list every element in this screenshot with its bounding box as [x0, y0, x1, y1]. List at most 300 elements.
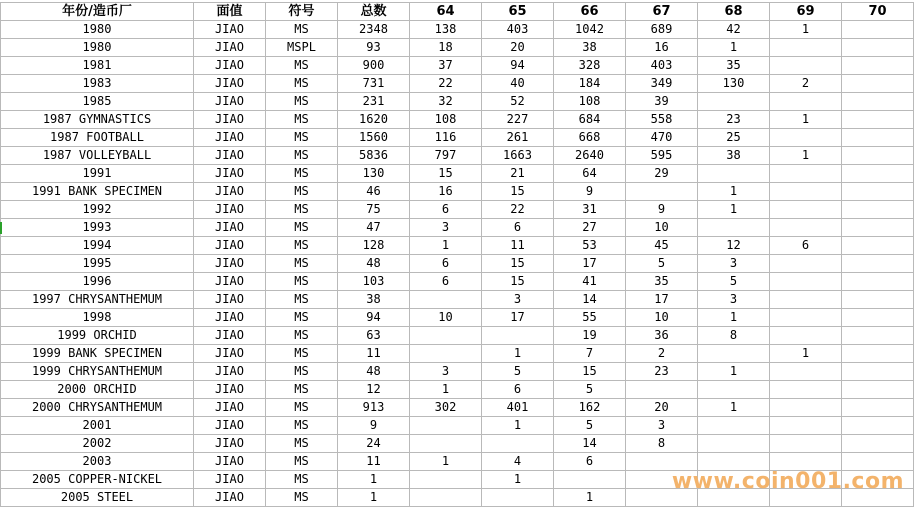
grade-count-cell [410, 291, 482, 309]
grade-count-cell: 797 [410, 147, 482, 165]
grade-count-cell [770, 39, 842, 57]
grade-count-cell: 1 [482, 471, 554, 489]
table-row [1, 327, 914, 345]
column-header: 符号 [266, 3, 338, 21]
grade-count-cell: 9 [626, 201, 698, 219]
grade-count-cell: 35 [626, 273, 698, 291]
column-header: 66 [554, 3, 626, 21]
grade-count-cell: 7 [554, 345, 626, 363]
grade-count-cell [842, 201, 914, 219]
year-mint-cell: 1980 [1, 21, 194, 39]
grade-count-cell [770, 219, 842, 237]
table-row [1, 363, 914, 381]
grade-count-cell: 64 [554, 165, 626, 183]
grade-count-cell: 5 [554, 417, 626, 435]
denomination-cell: JIAO [194, 255, 266, 273]
total-cell: 24 [338, 435, 410, 453]
grade-count-cell: 35 [698, 57, 770, 75]
grade-count-cell: 12 [698, 237, 770, 255]
grade-count-cell: 4 [482, 453, 554, 471]
grade-count-cell [770, 93, 842, 111]
grade-count-cell [770, 291, 842, 309]
denomination-cell: JIAO [194, 147, 266, 165]
grade-count-cell [770, 201, 842, 219]
grade-count-cell [842, 309, 914, 327]
designation-cell: MS [266, 219, 338, 237]
grade-count-cell: 1 [770, 147, 842, 165]
denomination-cell: JIAO [194, 363, 266, 381]
grade-count-cell: 1 [554, 489, 626, 507]
total-cell: 47 [338, 219, 410, 237]
denomination-cell: JIAO [194, 291, 266, 309]
grade-count-cell: 32 [410, 93, 482, 111]
grade-count-cell: 1 [698, 309, 770, 327]
grade-count-cell: 130 [698, 75, 770, 93]
grade-count-cell: 21 [482, 165, 554, 183]
grade-count-cell: 5 [698, 273, 770, 291]
denomination-cell: JIAO [194, 273, 266, 291]
grade-count-cell: 116 [410, 129, 482, 147]
designation-cell: MS [266, 345, 338, 363]
grade-count-cell [410, 489, 482, 507]
grade-count-cell: 17 [482, 309, 554, 327]
grade-count-cell [842, 345, 914, 363]
grade-count-cell: 2640 [554, 147, 626, 165]
grade-count-cell: 108 [410, 111, 482, 129]
grade-count-cell [842, 273, 914, 291]
total-cell: 5836 [338, 147, 410, 165]
grade-count-cell: 401 [482, 399, 554, 417]
column-header: 总数 [338, 3, 410, 21]
total-cell: 900 [338, 57, 410, 75]
grade-count-cell [842, 435, 914, 453]
table-row [1, 75, 914, 93]
grade-count-cell: 19 [554, 327, 626, 345]
denomination-cell: JIAO [194, 345, 266, 363]
year-mint-cell: 2000 ORCHID [1, 381, 194, 399]
grade-count-cell [410, 435, 482, 453]
total-cell: 1 [338, 471, 410, 489]
grade-count-cell: 27 [554, 219, 626, 237]
grade-count-cell: 5 [554, 381, 626, 399]
designation-cell: MSPL [266, 39, 338, 57]
grade-count-cell: 11 [482, 237, 554, 255]
grade-count-cell: 6 [482, 381, 554, 399]
grade-count-cell [770, 165, 842, 183]
denomination-cell: JIAO [194, 129, 266, 147]
designation-cell: MS [266, 21, 338, 39]
row-selection-marker [0, 222, 2, 234]
year-mint-cell: 1987 GYMNASTICS [1, 111, 194, 129]
grade-count-cell: 53 [554, 237, 626, 255]
year-mint-cell: 1985 [1, 93, 194, 111]
grade-count-cell [842, 93, 914, 111]
grade-count-cell: 684 [554, 111, 626, 129]
grade-count-cell: 6 [410, 273, 482, 291]
grade-count-cell [842, 381, 914, 399]
column-header: 69 [770, 3, 842, 21]
grade-count-cell [842, 183, 914, 201]
total-cell: 75 [338, 201, 410, 219]
table-row [1, 93, 914, 111]
grade-count-cell [842, 363, 914, 381]
grade-count-cell [842, 219, 914, 237]
grade-count-cell [770, 129, 842, 147]
year-mint-cell: 2003 [1, 453, 194, 471]
grade-count-cell [770, 363, 842, 381]
grade-count-cell: 1042 [554, 21, 626, 39]
grade-count-cell: 37 [410, 57, 482, 75]
table-row [1, 147, 914, 165]
denomination-cell: JIAO [194, 327, 266, 345]
grade-count-cell [410, 417, 482, 435]
designation-cell: MS [266, 75, 338, 93]
grade-count-cell: 558 [626, 111, 698, 129]
header-row [1, 3, 914, 21]
grade-count-cell [698, 219, 770, 237]
designation-cell: MS [266, 309, 338, 327]
denomination-cell: JIAO [194, 39, 266, 57]
grade-count-cell: 40 [482, 75, 554, 93]
grade-count-cell: 8 [698, 327, 770, 345]
table-row [1, 111, 914, 129]
designation-cell: MS [266, 111, 338, 129]
grade-count-cell: 25 [698, 129, 770, 147]
denomination-cell: JIAO [194, 453, 266, 471]
designation-cell: MS [266, 381, 338, 399]
grade-count-cell [842, 57, 914, 75]
grade-count-cell [770, 399, 842, 417]
grade-count-cell [482, 489, 554, 507]
grade-count-cell [842, 453, 914, 471]
grade-count-cell: 1663 [482, 147, 554, 165]
grade-count-cell: 3 [698, 291, 770, 309]
denomination-cell: JIAO [194, 489, 266, 507]
table-row [1, 129, 914, 147]
total-cell: 46 [338, 183, 410, 201]
denomination-cell: JIAO [194, 75, 266, 93]
year-mint-cell: 1999 ORCHID [1, 327, 194, 345]
designation-cell: MS [266, 435, 338, 453]
table-row [1, 183, 914, 201]
grade-count-cell [770, 273, 842, 291]
grade-count-cell: 17 [626, 291, 698, 309]
grade-count-cell [626, 381, 698, 399]
table-row [1, 435, 914, 453]
grade-count-cell: 18 [410, 39, 482, 57]
year-mint-cell: 2001 [1, 417, 194, 435]
total-cell: 12 [338, 381, 410, 399]
grade-count-cell [842, 129, 914, 147]
grade-count-cell: 94 [482, 57, 554, 75]
denomination-cell: JIAO [194, 237, 266, 255]
grade-count-cell: 1 [698, 399, 770, 417]
year-mint-cell: 1997 CHRYSANTHEMUM [1, 291, 194, 309]
grade-count-cell [842, 327, 914, 345]
year-mint-cell: 1980 [1, 39, 194, 57]
total-cell: 103 [338, 273, 410, 291]
column-header: 64 [410, 3, 482, 21]
grade-count-cell [842, 255, 914, 273]
grade-count-cell [698, 381, 770, 399]
grade-count-cell: 22 [482, 201, 554, 219]
grade-count-cell [842, 399, 914, 417]
grade-count-cell: 1 [410, 381, 482, 399]
table-row [1, 21, 914, 39]
table-body [1, 21, 914, 507]
table-row [1, 57, 914, 75]
grade-count-cell: 5 [626, 255, 698, 273]
grade-count-cell: 3 [482, 291, 554, 309]
grade-count-cell: 595 [626, 147, 698, 165]
grade-count-cell: 16 [410, 183, 482, 201]
table-row [1, 39, 914, 57]
column-header: 70 [842, 3, 914, 21]
grade-count-cell [842, 21, 914, 39]
total-cell: 11 [338, 345, 410, 363]
table-row [1, 309, 914, 327]
grade-count-cell: 668 [554, 129, 626, 147]
total-cell: 48 [338, 255, 410, 273]
year-mint-cell: 1981 [1, 57, 194, 75]
grade-count-cell: 6 [410, 201, 482, 219]
grade-count-cell: 2 [770, 75, 842, 93]
grade-count-cell: 55 [554, 309, 626, 327]
grade-count-cell: 22 [410, 75, 482, 93]
designation-cell: MS [266, 363, 338, 381]
grade-count-cell: 14 [554, 435, 626, 453]
year-mint-cell: 1995 [1, 255, 194, 273]
designation-cell: MS [266, 183, 338, 201]
year-mint-cell: 2005 COPPER-NICKEL [1, 471, 194, 489]
grade-count-cell: 10 [626, 219, 698, 237]
designation-cell: MS [266, 453, 338, 471]
grade-count-cell: 162 [554, 399, 626, 417]
denomination-cell: JIAO [194, 111, 266, 129]
table-row [1, 165, 914, 183]
grade-count-cell: 15 [482, 183, 554, 201]
column-header: 年份/造币厂 [1, 3, 194, 21]
grade-count-cell: 9 [554, 183, 626, 201]
grade-count-cell: 1 [770, 345, 842, 363]
grade-count-cell: 45 [626, 237, 698, 255]
grade-count-cell: 1 [770, 111, 842, 129]
designation-cell: MS [266, 291, 338, 309]
denomination-cell: JIAO [194, 165, 266, 183]
grade-count-cell: 6 [770, 237, 842, 255]
grade-count-cell: 3 [626, 417, 698, 435]
year-mint-cell: 1993 [1, 219, 194, 237]
grade-count-cell [770, 327, 842, 345]
grade-count-cell [410, 345, 482, 363]
grade-count-cell: 3 [410, 363, 482, 381]
grade-count-cell [698, 435, 770, 453]
denomination-cell: JIAO [194, 183, 266, 201]
total-cell: 93 [338, 39, 410, 57]
table-row [1, 219, 914, 237]
total-cell: 731 [338, 75, 410, 93]
column-header: 68 [698, 3, 770, 21]
denomination-cell: JIAO [194, 309, 266, 327]
grade-count-cell [482, 435, 554, 453]
column-header: 面值 [194, 3, 266, 21]
year-mint-cell: 1991 [1, 165, 194, 183]
table-row [1, 237, 914, 255]
grade-count-cell: 10 [626, 309, 698, 327]
grade-count-cell [554, 471, 626, 489]
grade-count-cell: 6 [410, 255, 482, 273]
year-mint-cell: 1992 [1, 201, 194, 219]
grade-count-cell: 14 [554, 291, 626, 309]
grade-count-cell [842, 39, 914, 57]
designation-cell: MS [266, 165, 338, 183]
grade-count-cell [842, 237, 914, 255]
year-mint-cell: 1994 [1, 237, 194, 255]
designation-cell: MS [266, 255, 338, 273]
grade-count-cell: 23 [626, 363, 698, 381]
grade-count-cell [770, 453, 842, 471]
designation-cell: MS [266, 129, 338, 147]
table-row [1, 399, 914, 417]
year-mint-cell: 1983 [1, 75, 194, 93]
table-row [1, 453, 914, 471]
grade-count-cell: 261 [482, 129, 554, 147]
total-cell: 94 [338, 309, 410, 327]
watermark: www.coin001.com [671, 469, 904, 494]
grade-count-cell: 52 [482, 93, 554, 111]
grade-count-cell: 1 [698, 363, 770, 381]
grade-count-cell: 1 [698, 183, 770, 201]
grade-count-cell [842, 111, 914, 129]
denomination-cell: JIAO [194, 381, 266, 399]
grade-count-cell [842, 147, 914, 165]
table-row [1, 273, 914, 291]
designation-cell: MS [266, 417, 338, 435]
total-cell: 48 [338, 363, 410, 381]
grade-count-cell [626, 453, 698, 471]
designation-cell: MS [266, 93, 338, 111]
grade-count-cell: 2 [626, 345, 698, 363]
grade-count-cell: 20 [482, 39, 554, 57]
grade-count-cell [698, 453, 770, 471]
denomination-cell: JIAO [194, 471, 266, 489]
grading-table [0, 2, 914, 507]
year-mint-cell: 1987 FOOTBALL [1, 129, 194, 147]
grade-count-cell: 16 [626, 39, 698, 57]
grade-count-cell [770, 381, 842, 399]
grade-count-cell [698, 417, 770, 435]
grade-count-cell [770, 309, 842, 327]
designation-cell: MS [266, 327, 338, 345]
grade-count-cell [482, 327, 554, 345]
designation-cell: MS [266, 201, 338, 219]
grade-count-cell: 42 [698, 21, 770, 39]
grade-count-cell: 38 [698, 147, 770, 165]
grade-count-cell: 3 [698, 255, 770, 273]
designation-cell: MS [266, 147, 338, 165]
grade-count-cell: 15 [482, 255, 554, 273]
grade-count-cell: 15 [482, 273, 554, 291]
grade-count-cell: 1 [410, 237, 482, 255]
grade-count-cell [770, 255, 842, 273]
total-cell: 1620 [338, 111, 410, 129]
total-cell: 1 [338, 489, 410, 507]
grade-count-cell [626, 183, 698, 201]
total-cell: 2348 [338, 21, 410, 39]
grade-count-cell: 470 [626, 129, 698, 147]
total-cell: 231 [338, 93, 410, 111]
grade-count-cell: 10 [410, 309, 482, 327]
grade-count-cell: 302 [410, 399, 482, 417]
grade-count-cell [842, 75, 914, 93]
grade-count-cell: 138 [410, 21, 482, 39]
total-cell: 38 [338, 291, 410, 309]
year-mint-cell: 1991 BANK SPECIMEN [1, 183, 194, 201]
grade-count-cell [410, 327, 482, 345]
grade-count-cell: 1 [698, 201, 770, 219]
grade-count-cell [770, 57, 842, 75]
designation-cell: MS [266, 57, 338, 75]
grade-count-cell [410, 471, 482, 489]
denomination-cell: JIAO [194, 201, 266, 219]
denomination-cell: JIAO [194, 57, 266, 75]
total-cell: 11 [338, 453, 410, 471]
grade-count-cell: 403 [626, 57, 698, 75]
grade-count-cell: 17 [554, 255, 626, 273]
year-mint-cell: 1987 VOLLEYBALL [1, 147, 194, 165]
designation-cell: MS [266, 471, 338, 489]
grade-count-cell: 15 [554, 363, 626, 381]
grade-count-cell [842, 291, 914, 309]
grade-count-cell [698, 93, 770, 111]
grade-count-cell: 3 [410, 219, 482, 237]
grade-count-cell: 38 [554, 39, 626, 57]
column-header: 67 [626, 3, 698, 21]
grade-count-cell: 349 [626, 75, 698, 93]
grade-count-cell: 5 [482, 363, 554, 381]
denomination-cell: JIAO [194, 219, 266, 237]
total-cell: 9 [338, 417, 410, 435]
grade-count-cell: 39 [626, 93, 698, 111]
grade-count-cell: 41 [554, 273, 626, 291]
grade-count-cell: 31 [554, 201, 626, 219]
grade-count-cell [770, 417, 842, 435]
grade-count-cell: 6 [482, 219, 554, 237]
designation-cell: MS [266, 399, 338, 417]
table-row [1, 291, 914, 309]
table-row [1, 345, 914, 363]
grade-count-cell: 20 [626, 399, 698, 417]
total-cell: 913 [338, 399, 410, 417]
denomination-cell: JIAO [194, 399, 266, 417]
grade-count-cell [770, 183, 842, 201]
year-mint-cell: 2002 [1, 435, 194, 453]
grade-count-cell: 328 [554, 57, 626, 75]
total-cell: 128 [338, 237, 410, 255]
grade-count-cell [698, 345, 770, 363]
grade-count-cell: 108 [554, 93, 626, 111]
table-row [1, 201, 914, 219]
designation-cell: MS [266, 489, 338, 507]
year-mint-cell: 2000 CHRYSANTHEMUM [1, 399, 194, 417]
designation-cell: MS [266, 237, 338, 255]
year-mint-cell: 1999 BANK SPECIMEN [1, 345, 194, 363]
grade-count-cell: 1 [482, 417, 554, 435]
grade-count-cell: 6 [554, 453, 626, 471]
column-header: 65 [482, 3, 554, 21]
table-row [1, 381, 914, 399]
grade-count-cell: 36 [626, 327, 698, 345]
